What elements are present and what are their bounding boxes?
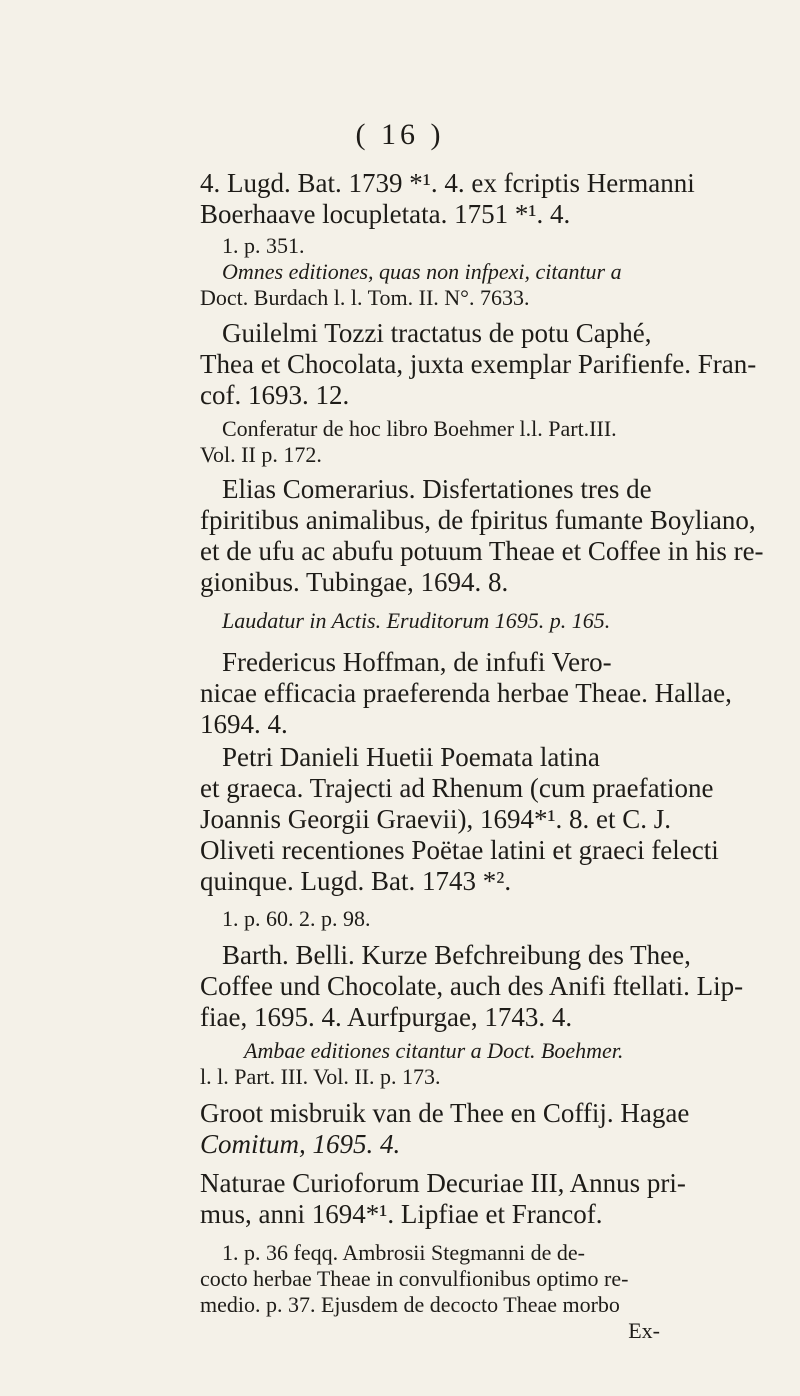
text-line: Barth. Belli. Kurze Befchreibung des Thee, xyxy=(222,940,691,970)
text-line: Elias Comerarius. Disfertationes tres de xyxy=(222,474,652,504)
note-line: Ambae editiones citantur a Doct. Boehmer. xyxy=(244,1038,624,1063)
text-line: Groot misbruik van de Thee en Coffij. Hagae xyxy=(200,1098,690,1128)
note-line: l. l. Part. III. Vol. II. p. 173. xyxy=(200,1064,441,1089)
entry-comerarius xyxy=(200,474,764,598)
footnote-line: 1. p. 351. xyxy=(222,233,305,258)
entry-hoffman xyxy=(200,647,732,740)
text-line: gionibus. Tubingae, 1694. 8. xyxy=(200,567,509,597)
note-line: Omnes editiones, quas non infpexi, citantur a xyxy=(222,259,622,284)
note-belli xyxy=(200,1038,720,1090)
note-line: Laudatur in Actis. Eruditorum 1695. p. 165. xyxy=(222,608,611,633)
text-line: Thea et Chocolata, juxta exemplar Parifienfe. Fran- xyxy=(200,349,757,379)
text-line: Comitum, 1695. 4. xyxy=(200,1129,401,1159)
page-number: ( 16 ) xyxy=(355,118,445,151)
note-line: Doct. Burdach l. l. Tom. II. N°. 7633. xyxy=(200,285,530,310)
footnote-boerhaave xyxy=(200,233,720,311)
text-line: nicae efficacia praeferenda herbae Theae. Hallae, xyxy=(200,678,732,708)
entry-huetius xyxy=(200,742,720,897)
text-line: et graeca. Trajecti ad Rhenum (cum praefatione xyxy=(200,773,714,803)
footnote-huetius xyxy=(200,906,720,932)
entry-belli xyxy=(200,940,744,1033)
entry-naturae-curiosorum xyxy=(200,1168,720,1230)
text-line: 1694. 4. xyxy=(200,709,288,739)
note-comerarius xyxy=(200,608,720,634)
text-line: Boerhaave locupletata. 1751 *¹. 4. xyxy=(200,199,571,229)
footnote-naturae xyxy=(200,1240,720,1344)
text-line: Guilelmi Tozzi tractatus de potu Caphé, xyxy=(222,318,652,348)
text-line: fiae, 1695. 4. Aurfpurgae, 1743. 4. xyxy=(200,1002,573,1032)
catchword: Ex- xyxy=(628,1318,660,1343)
text-line: Coffee und Chocolate, auch des Anifi ftellati. Lip- xyxy=(200,971,744,1001)
text-line: Naturae Curioforum Decuriae III, Annus pri- xyxy=(200,1168,686,1198)
note-tozzi xyxy=(200,416,720,468)
entry-groot-misbruik xyxy=(200,1098,720,1160)
footnote-line: 1. p. 60. 2. p. 98. xyxy=(222,906,371,931)
text-line: Fredericus Hoffman, de infufi Vero- xyxy=(222,647,612,677)
text-line: Oliveti recentiones Poëtae latini et graeci felecti xyxy=(200,835,719,865)
note-line: Conferatur de hoc libro Boehmer l.l. Part.III. xyxy=(222,416,617,441)
entry-tozzi xyxy=(200,318,757,411)
note-line: Vol. II p. 172. xyxy=(200,442,322,467)
text-line: Petri Danieli Huetii Poemata latina xyxy=(222,742,600,772)
footnote-line: 1. p. 36 feqq. Ambrosii Stegmanni de de- xyxy=(222,1240,585,1265)
text-line: mus, anni 1694*¹. Lipfiae et Francof. xyxy=(200,1199,603,1229)
text-line: quinque. Lugd. Bat. 1743 *². xyxy=(200,866,512,896)
text-line: et de ufu ac abufu potuum Theae et Coffee in his re- xyxy=(200,536,764,566)
text-line: fpiritibus animalibus, de fpiritus fumante Boyliano, xyxy=(200,505,756,535)
entry-boerhaave xyxy=(200,168,720,230)
text-line: cof. 1693. 12. xyxy=(200,380,350,410)
text-line: 4. Lugd. Bat. 1739 *¹. 4. ex fcriptis Hermanni xyxy=(200,168,695,198)
footnote-line: cocto herbae Theae in convulfionibus optimo re- xyxy=(200,1266,629,1291)
footnote-line: medio. p. 37. Ejusdem de decocto Theae morbo xyxy=(200,1292,620,1317)
text-line: Joannis Georgii Graevii), 1694*¹. 8. et C. J. xyxy=(200,804,672,834)
